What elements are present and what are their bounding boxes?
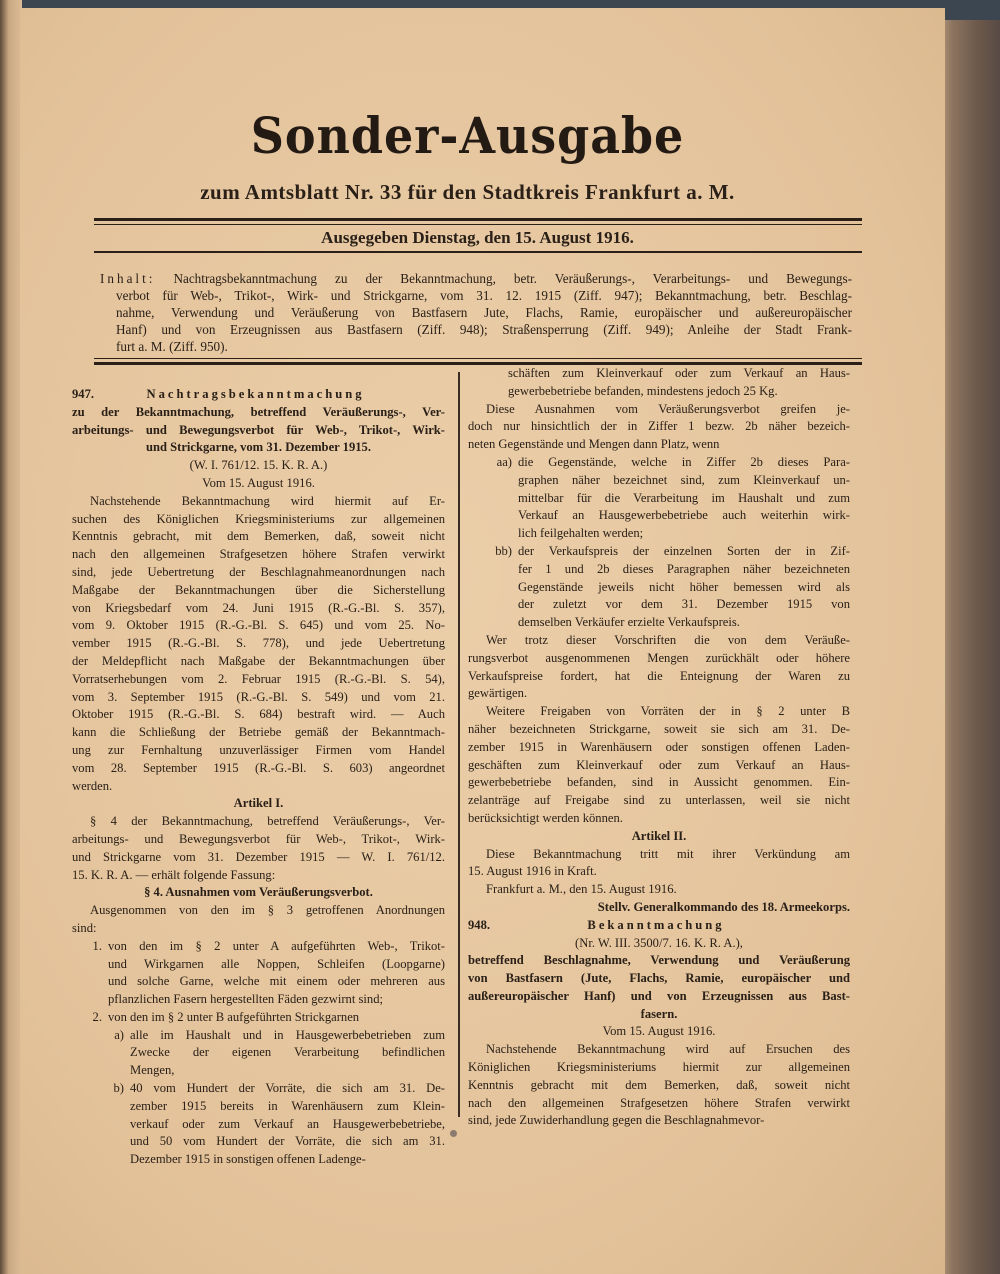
text-line: pflanzlichen Fasern hergestellten Fäden gezwirnt sind; <box>108 992 383 1007</box>
notice-title: Nachtragsbekanntmachung <box>146 387 365 401</box>
text-line: Kenntnis gebracht mit dem Bemerken, daß, soweit nicht <box>468 1077 850 1092</box>
text-line: zelanträge auf Freigabe sind zu unterlassen, weil sie nicht <box>468 793 850 808</box>
text-line: vember 1915 (R.-G.-Bl. S. 778), und jede Uebertretung <box>72 636 445 651</box>
text-line: 40 vom Hundert der Vorräte, die sich am 31. De- <box>130 1081 445 1096</box>
text-line: und solche Garne, welche mit einem oder mehreren aus <box>108 974 445 989</box>
text-line: näher bezeichneten Strickgarne, soweit sie sich am 31. De- <box>468 721 850 736</box>
text-line: der Verkaufspreis der einzelnen Sorten der in Zif- <box>518 543 850 558</box>
notice-heading <box>72 386 445 404</box>
list-marker: bb) <box>495 543 512 558</box>
list-item <box>468 365 850 401</box>
right-column <box>468 365 850 1130</box>
paragraph <box>72 475 445 493</box>
text-line: arbeitungs- und Bewegungsverbot für Web-, Trikot-, Wirk- <box>72 831 445 846</box>
notice-number: 947. <box>72 387 95 401</box>
text-line: betreffend Beschlagnahme, Verwendung und Veräußerung <box>468 953 850 968</box>
list-item <box>72 1027 445 1080</box>
list-marker: 1. <box>92 938 102 953</box>
text-line: Frankfurt a. M., den 15. August 1916. <box>486 882 677 897</box>
paragraph <box>72 902 445 938</box>
paragraph <box>72 457 445 475</box>
masthead-subtitle: zum Amtsblatt Nr. 33 für den Stadtkreis Frankfurt a. M. <box>200 180 735 204</box>
issue-date-line: Ausgegeben Dienstag, den 15. August 1916. <box>321 228 634 247</box>
text-line: gewerbebetriebe befanden, mindestens jedoch 25 Kg. <box>508 383 778 398</box>
text-line: Ausgenommen von den im § 3 getroffenen Anordnungen <box>90 903 445 918</box>
list-item <box>72 1009 445 1027</box>
text-line: sind: <box>72 920 97 935</box>
text-line: und Wirkgarnen alle Noppen, Schleifen (Loopgarne) <box>108 956 445 971</box>
contents-line <box>100 287 852 304</box>
text-line: nach den allgemeinen Strafgesetzen höhere Strafen verwirkt <box>468 1095 850 1110</box>
contents-line <box>100 304 852 321</box>
text-line: demselben Verkäufer erzielte Verkaufspreis. <box>518 615 740 630</box>
signature <box>468 899 850 917</box>
text-line: § 4. Ausnahmen vom Veräußerungsverbot. <box>144 885 373 900</box>
list-text <box>130 1080 445 1169</box>
divider-rule <box>94 251 862 253</box>
text-line: lich feilgehalten werden; <box>518 526 644 541</box>
text-line: Nachstehende Bekanntmachung wird hiermit auf Er- <box>90 493 445 508</box>
contents-line <box>100 321 852 338</box>
text-line: Verkauf an Hausgewerbebetriebe auch weiterhin wirk- <box>518 508 850 523</box>
text-line: alle im Haushalt und in Hausgewerbebetrieben zum <box>130 1027 445 1042</box>
text-line: Weitere Freigaben von Vorräten der in § 2 unter B <box>486 704 850 719</box>
paragraph <box>468 1041 850 1130</box>
text-line: und Strickgarne, vom 31. Dezember 1915. <box>145 440 372 455</box>
text-line: neten Gegenstände und Mengen dann Platz, wenn <box>468 437 720 452</box>
paragraph <box>72 493 445 796</box>
list-item <box>72 1080 445 1169</box>
paragraph <box>72 795 445 813</box>
notice-title: Bekanntmachung <box>587 917 725 932</box>
left-column <box>72 386 445 1169</box>
divider-rule <box>94 358 862 359</box>
text-line: der zuletzt vor dem 31. Dezember 1915 von <box>518 597 850 612</box>
table-of-contents <box>100 270 852 355</box>
text-line: nach den allgemeinen Strafgesetzen höhere Strafen verwirkt <box>72 547 445 562</box>
text-line: kann die Schließung der Betriebe gemäß der Bekanntmach- <box>72 725 445 740</box>
paragraph <box>468 935 850 953</box>
book-binding <box>940 20 1000 1274</box>
text-line: Vom 15. August 1916. <box>202 475 315 490</box>
text-line: und 50 vom Hundert der Vorräte, die sich am 31. <box>130 1134 445 1149</box>
text-line: suchen des Königlichen Kriegsministeriums zur allgemeinen <box>72 511 445 526</box>
paragraph <box>468 952 850 1023</box>
paragraph <box>72 813 445 884</box>
list-text <box>508 365 850 401</box>
divider-rule <box>94 218 862 221</box>
text-line: (W. I. 761/12. 15. K. R. A.) <box>189 458 328 473</box>
contents-line <box>100 270 852 287</box>
text-line: Stellv. Generalkommando des 18. Armeekorps. <box>597 899 850 914</box>
paragraph <box>468 881 850 899</box>
text-line: Königlichen Kriegsministeriums hiermit zur allgemeinen <box>468 1060 850 1075</box>
paragraph <box>72 884 445 902</box>
column-divider <box>458 372 460 1117</box>
paragraph <box>468 632 850 703</box>
notice-heading <box>468 917 850 935</box>
text-line: vom 9. Oktober 1915 (R.-G.-Bl. S. 645) und vom 25. No- <box>72 618 445 633</box>
list-item <box>468 543 850 632</box>
previous-page-edge <box>0 0 22 1274</box>
text-line: Wer trotz dieser Vorschriften die von dem Veräuße- <box>486 632 850 647</box>
text-line: von den im § 2 unter B aufgeführten Strickgarnen <box>108 1009 360 1024</box>
text-line: 15. August 1916 in Kraft. <box>468 864 597 879</box>
list-text <box>108 1009 445 1027</box>
list-item <box>468 454 850 543</box>
paragraph <box>468 828 850 846</box>
contents-text: nahme, Verwendung und Veräußerung von Bastfasern Jute, Flachs, Ramie, europäischer und außereuropäischer <box>116 305 852 320</box>
text-line: § 4 der Bekanntmachung, betreffend Veräußerungs-, Ver- <box>90 814 445 829</box>
divider-rule <box>94 224 862 225</box>
paragraph <box>468 401 850 454</box>
text-line: die Gegenstände, welche in Ziffer 2b dieses Para- <box>518 454 850 469</box>
paragraph <box>72 404 445 457</box>
text-line: von den im § 2 unter A aufgeführten Web-, Trikot- <box>108 938 445 953</box>
text-line: Artikel II. <box>631 828 687 843</box>
text-line: (Nr. W. III. 3500/7. 16. K. R. A.), <box>575 935 743 950</box>
contents-label: Inhalt: <box>100 271 156 286</box>
text-line: Dezember 1915 in sonstigen offenen Ladenge- <box>130 1152 366 1167</box>
list-marker: b) <box>113 1081 124 1096</box>
notice-number: 948. <box>468 917 491 932</box>
text-line: Nachstehende Bekanntmachung wird auf Ersuchen des <box>486 1042 850 1057</box>
text-line: 15. K. R. A. — erhält folgende Fassung: <box>72 867 276 882</box>
text-line: von Kriegsbedarf vom 24. Juni 1915 (R.-G.-Bl. S. 357), <box>72 600 445 615</box>
text-line: von Bastfasern (Jute, Flachs, Ramie, europäischer und <box>468 971 850 986</box>
text-line: zu der Bekanntmachung, betreffend Veräußerungs-, Ver- <box>72 404 445 419</box>
text-line: Mengen, <box>130 1063 175 1078</box>
text-line: ung zur Fernhaltung unzuverlässiger Firmen vom Handel <box>72 742 445 757</box>
text-line: Vorratserhebungen vom 2. Februar 1915 (R.-G.-Bl. S. 54), <box>72 671 445 686</box>
text-line: fasern. <box>640 1006 678 1021</box>
text-line: zember 1915 bereits in Warenhäusern zum Klein- <box>130 1098 445 1113</box>
spacer <box>417 386 445 404</box>
page-mark <box>450 1130 457 1137</box>
spacer <box>822 917 850 935</box>
text-line: arbeitungs- und Bewegungsverbot für Web-, Trikot-, Wirk- <box>72 422 445 437</box>
contents-line <box>100 338 852 355</box>
contents-text: Hanf) und von Erzeugnissen aus Bastfasern (Ziff. 948); Straßensperrung (Ziff. 949); Anleihe der Stadt Frank- <box>116 322 852 337</box>
text-line: schäften zum Kleinverkauf oder zum Verkauf an Haus- <box>508 366 850 380</box>
text-line: geschäften zum Kleinverkauf oder zum Verkauf an Haus- <box>468 757 850 772</box>
text-line: mittelbar für die Verarbeitung im Haushalt und zum <box>518 490 850 505</box>
contents-text: Nachtragsbekanntmachung zu der Bekanntmachung, betr. Veräußerungs-, Verarbeitungs- und Bewegungs- <box>173 271 853 286</box>
text-line: gewärtigen. <box>468 686 528 701</box>
text-line: graphen näher bezeichnet sind, zum Kleinverkauf un- <box>518 472 850 487</box>
list-marker <box>468 365 508 401</box>
text-line: Maßgabe der Bekanntmachungen über die Sicherstellung <box>72 582 445 597</box>
text-line: Zwecke der eigenen Verarbeitung befindlichen <box>130 1045 445 1060</box>
list-text <box>518 543 850 632</box>
paragraph <box>468 1023 850 1041</box>
text-line: berücksichtigt werden können. <box>468 810 623 825</box>
text-line: vom 28. September 1915 (R.-G.-Bl. S. 603) angeordnet <box>72 760 445 775</box>
list-marker: 2. <box>92 1009 102 1024</box>
list-marker: a) <box>114 1027 124 1042</box>
text-line: Diese Ausnahmen vom Veräußerungsverbot greifen je- <box>486 401 850 416</box>
list-marker: aa) <box>496 454 512 469</box>
text-line: fer 1 und 2b dieses Paragraphen näher bezeichneten <box>518 561 850 576</box>
text-line: sind, jede Zuwiderhandlung gegen die Beschlagnahmevor- <box>468 1113 765 1128</box>
text-line: vom 3. September 1915 (R.-G.-Bl. S. 549) und vom 21. <box>72 689 445 704</box>
paragraph <box>468 703 850 828</box>
text-line: werden. <box>72 778 113 793</box>
list-text <box>108 938 445 1009</box>
text-line: Verkaufspreise fordert, hat die Enteignung der Waren zu <box>468 668 850 683</box>
text-line: und Strickgarne vom 31. Dezember 1915 — W. I. 761/12. <box>72 849 445 864</box>
list-text <box>130 1027 445 1080</box>
contents-text: verbot für Web-, Trikot-, Wirk- und Strickgarne, vom 31. 12. 1915 (Ziff. 947); Bekanntmachung, betr. Beschlag- <box>116 288 852 303</box>
text-line: Artikel I. <box>233 796 284 811</box>
text-line: Vom 15. August 1916. <box>602 1024 716 1039</box>
text-line: Gegenstände jeweils nicht höher bemessen wird als <box>518 579 850 594</box>
list-item <box>72 938 445 1009</box>
text-line: Oktober 1915 (R.-G.-Bl. S. 684) bestraft wird. — Auch <box>72 707 445 722</box>
text-line: der Meldepflicht nach Maßgabe der Bekanntmachungen über <box>72 653 445 668</box>
text-line: verkauf oder zum Verkauf an Hausgewerbebetriebe, <box>130 1116 445 1131</box>
paragraph <box>468 846 850 882</box>
text-line: rungsverbot ausgenommenen Mengen zurückhält oder höhere <box>468 650 850 665</box>
text-line: Diese Bekanntmachung tritt mit ihrer Verkündung am <box>486 846 850 861</box>
text-line: außereuropäischer Hanf) und von Erzeugnissen aus Bast- <box>468 988 850 1003</box>
text-line: doch nur hinsichtlich der in Ziffer 1 bezw. 2b näher bezeich- <box>468 419 850 434</box>
text-line: zember 1915 in Warenhäusern oder sonstigen offenen Laden- <box>468 739 850 754</box>
list-text <box>518 454 850 543</box>
masthead-title: Sonder-Ausgabe <box>250 106 685 165</box>
text-line: Kenntnis gebracht, mit dem Bemerken, daß, soweit nicht <box>72 529 445 544</box>
contents-text: furt a. M. (Ziff. 950). <box>116 339 228 354</box>
text-line: gewerbebetriebe befanden, sind in Aussicht genommen. Ein- <box>468 775 850 790</box>
text-line: sind, jede Uebertretung der Beschlagnahmeanordnungen nach <box>72 564 445 579</box>
